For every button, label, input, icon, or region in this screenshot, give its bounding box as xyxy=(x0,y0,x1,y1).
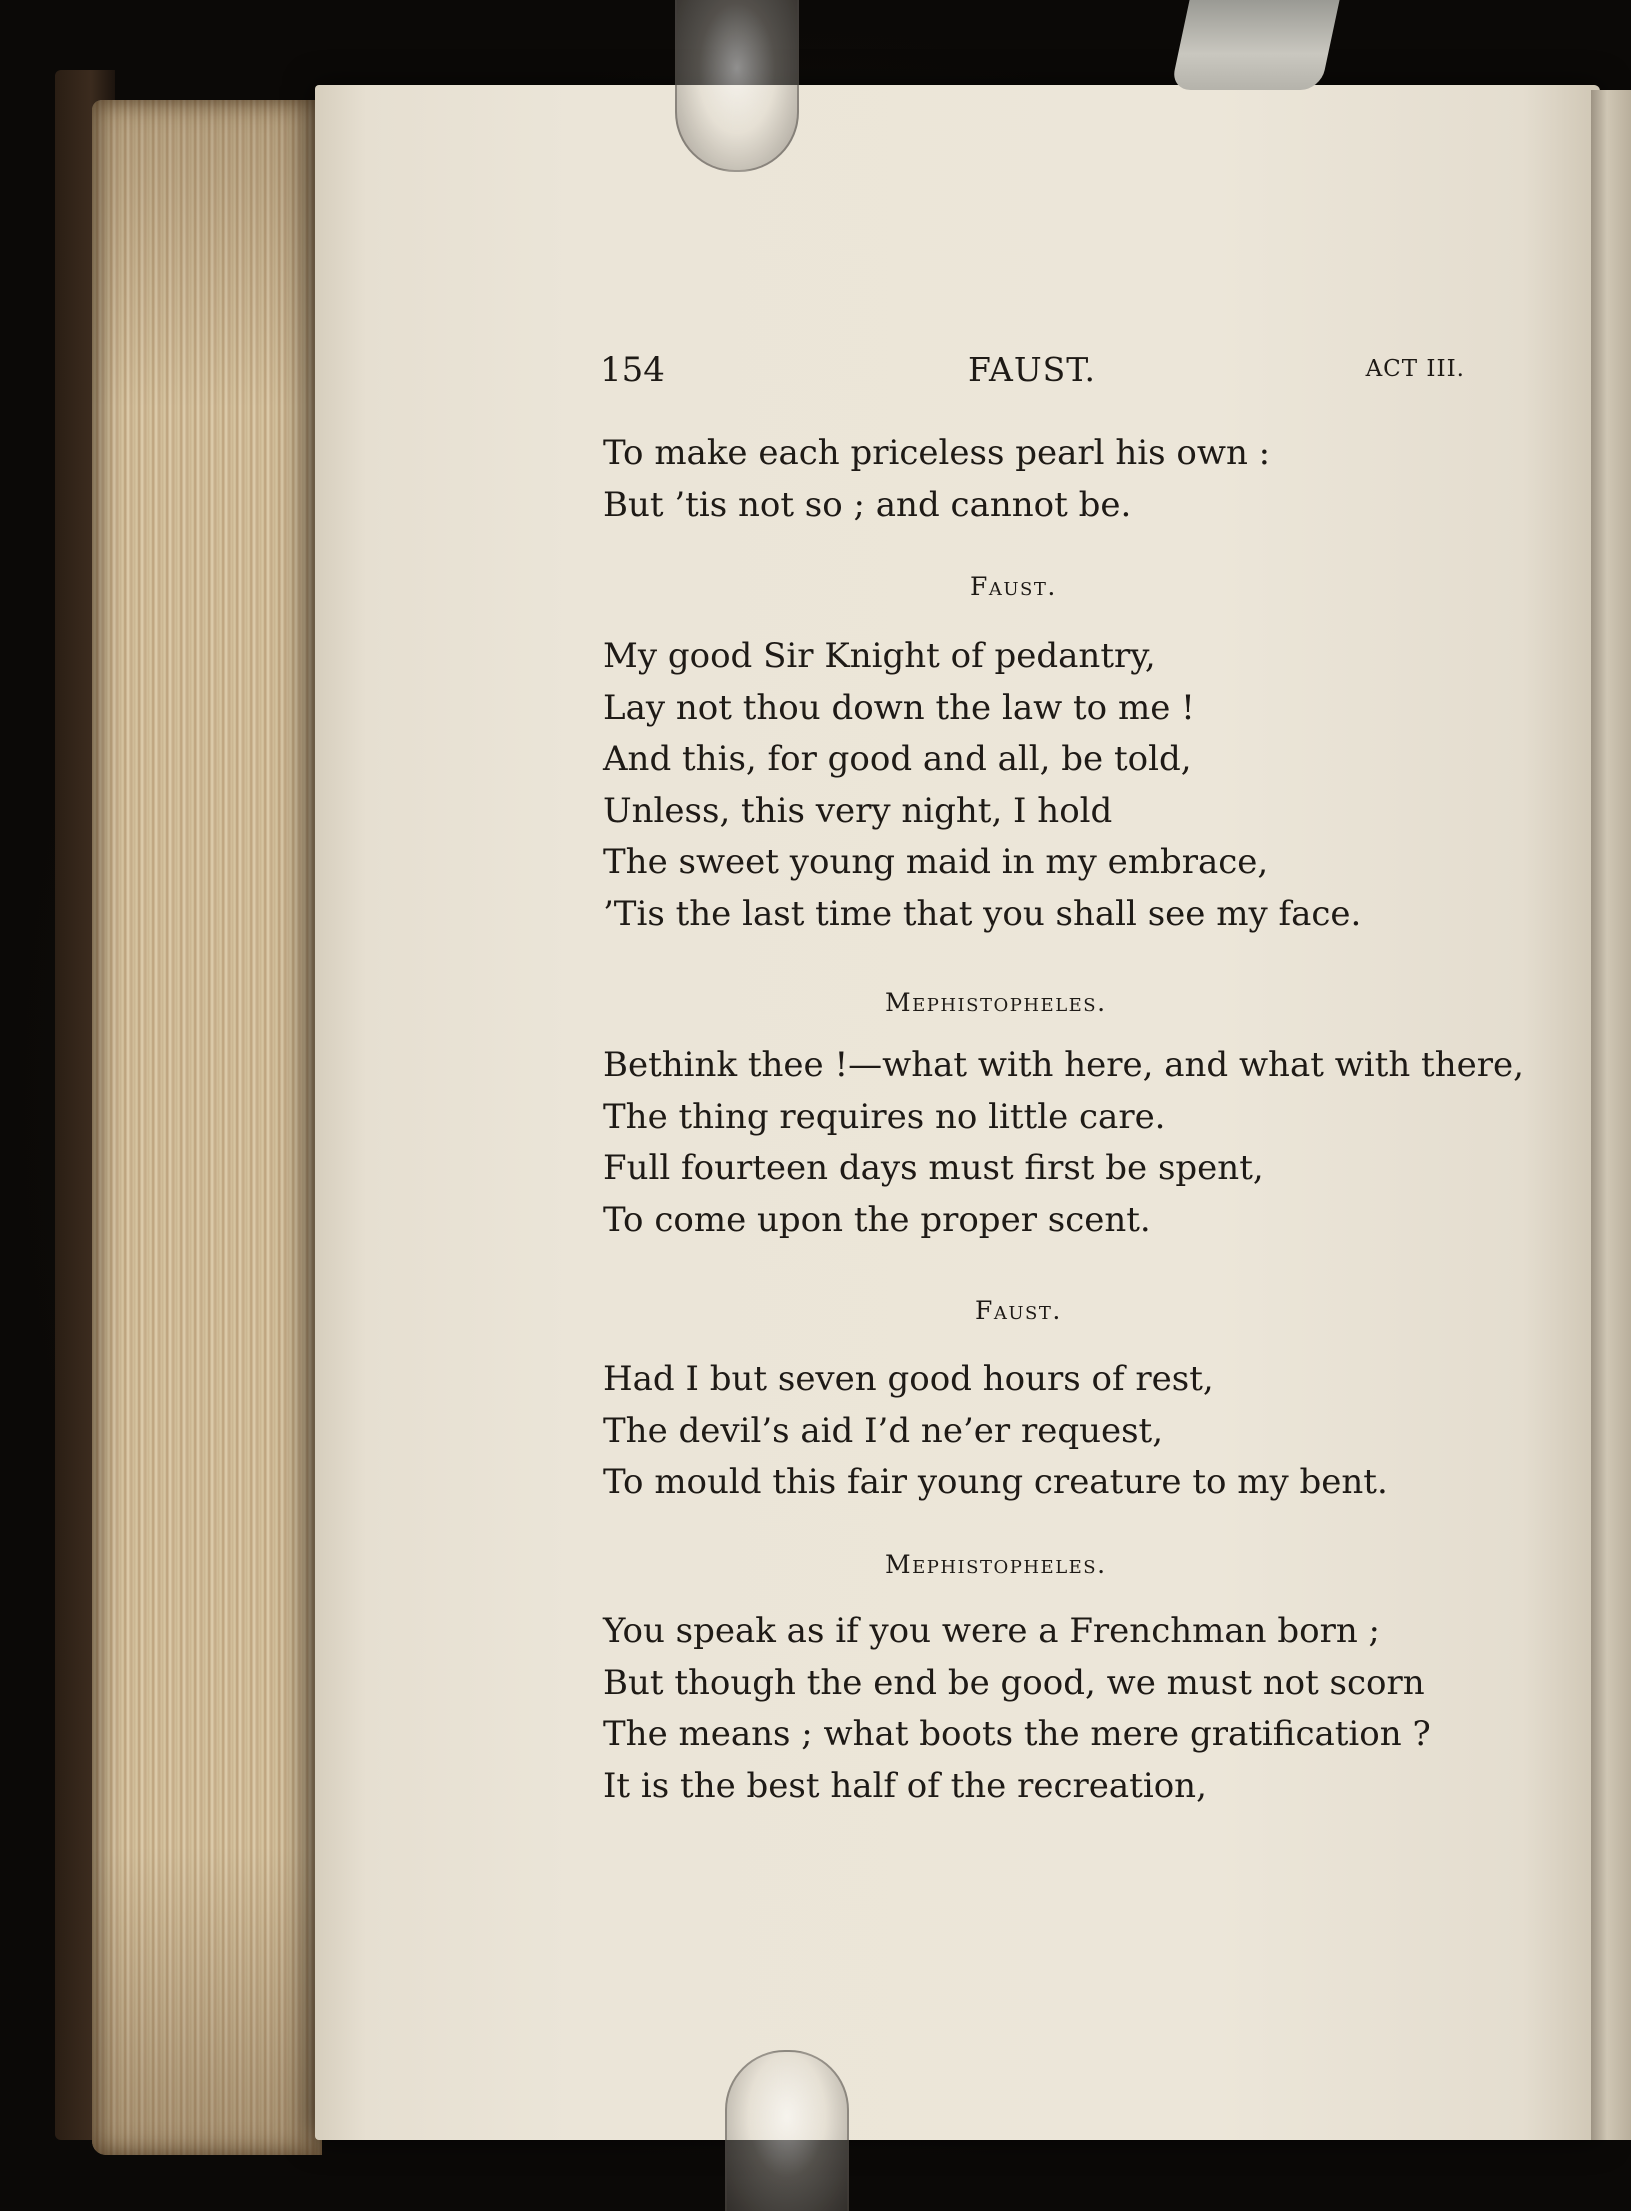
page-stack-fore-edge xyxy=(92,100,322,2155)
verse-line: The devil’s aid I’d ne’er request, xyxy=(603,1410,1164,1451)
speaker-heading-faust: Faust. xyxy=(970,572,1057,601)
speaker-heading-mephistopheles: Mephistopheles. xyxy=(885,988,1107,1017)
page-clamp-bottom xyxy=(725,2050,849,2211)
act-label: ACT III. xyxy=(1365,356,1465,382)
verse-line: ’Tis the last time that you shall see my face. xyxy=(603,893,1362,934)
speaker-heading-mephistopheles: Mephistopheles. xyxy=(885,1550,1107,1579)
verse-line: But ’tis not so ; and cannot be. xyxy=(603,484,1132,525)
verse-line: Had I but seven good hours of rest, xyxy=(603,1359,1214,1399)
verse-line: And this, for good and all, be told, xyxy=(603,739,1192,779)
verse-block-mephistopheles-2 xyxy=(603,1606,1503,1812)
running-title: FAUST. xyxy=(968,350,1096,389)
bookmark-ribbon xyxy=(1170,0,1339,90)
verse-line: To come upon the proper scent. xyxy=(603,1199,1151,1240)
verse-line: It is the best half of the recreation, xyxy=(603,1765,1207,1806)
verse-line: Full fourteen days must first be spent, xyxy=(603,1148,1264,1188)
verse-block-mephistopheles-1 xyxy=(603,1040,1524,1246)
verse-line: To make each priceless pearl his own : xyxy=(603,433,1271,473)
verse-block-faust-2 xyxy=(603,1354,1503,1509)
verse-line: You speak as if you were a Frenchman born ; xyxy=(603,1611,1381,1651)
verse-line: Unless, this very night, I hold xyxy=(603,790,1113,831)
verse-line: But though the end be good, we must not scorn xyxy=(603,1662,1425,1703)
page-clamp-top xyxy=(675,0,799,172)
verse-line: The thing requires no little care. xyxy=(603,1096,1166,1137)
verse-line: The sweet young maid in my embrace, xyxy=(603,842,1269,882)
verse-block-faust-1 xyxy=(603,631,1503,940)
verse-line: My good Sir Knight of pedantry, xyxy=(603,636,1156,676)
verse-line: The means ; what boots the mere gratification ? xyxy=(603,1714,1431,1754)
verse-line: To mould this fair young creature to my bent. xyxy=(603,1462,1388,1502)
page-number: 154 xyxy=(600,350,665,390)
speaker-heading-faust: Faust. xyxy=(975,1296,1062,1325)
verse-block-continuation xyxy=(603,428,1503,531)
running-head xyxy=(600,350,1465,400)
facing-page-edge xyxy=(1591,90,1631,2140)
verse-line: Bethink thee !—what with here, and what with there, xyxy=(603,1045,1524,1085)
verse-line: Lay not thou down the law to me ! xyxy=(603,687,1195,728)
